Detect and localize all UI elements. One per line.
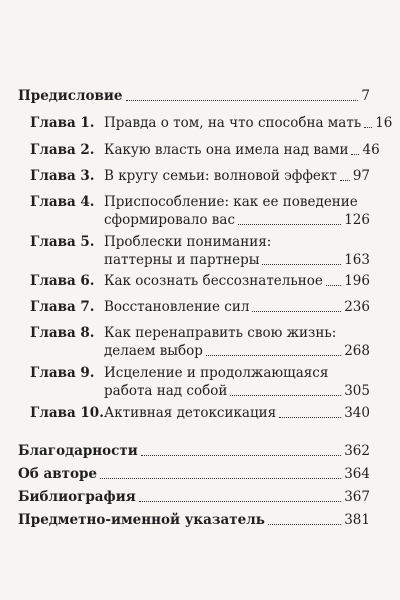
toc-entry-chapter-4 [104,211,370,229]
toc-page-number: 268 [344,343,370,359]
toc-page-number: 163 [344,252,370,268]
toc-page-number: 364 [344,466,370,482]
toc-page-number: 305 [344,383,370,399]
toc-entry-subject-index [18,511,370,529]
toc-entry-chapter-6 [104,272,370,290]
toc-page-number: 97 [352,168,370,184]
dot-leader [262,264,341,265]
chapter-label: Глава 4. [30,194,95,210]
toc-entry-chapter-3 [104,167,370,185]
chapter-label: Глава 1. [30,115,95,131]
dot-leader [279,417,341,418]
dot-leader [230,395,341,396]
toc-entry-title: Активная детоксикация [104,405,277,421]
dot-leader [326,285,341,286]
toc-entry-acknowledgements [18,442,370,460]
toc-entry-chapter-2 [104,141,380,159]
toc-entry-title-line-2: работа над собой [104,383,228,399]
toc-page-number: 46 [362,142,380,158]
toc-entry-chapter-1 [104,114,393,132]
chapter-label: Глава 3. [30,168,95,184]
dot-leader [126,100,359,101]
toc-entry-chapter-10 [104,404,370,422]
toc-entry-title: Благодарности [18,443,138,459]
toc-page-number: 236 [344,299,370,315]
chapter-label: Глава 8. [30,325,95,341]
toc-entry-about-author [18,465,370,483]
toc-entry-preface [18,87,370,105]
toc-page-number: 362 [344,443,370,459]
dot-leader [268,524,341,525]
toc-entry-title: В кругу семьи: волновой эффект [104,168,337,184]
chapter-label: Глава 7. [30,299,95,315]
toc-page-number: 7 [361,88,370,104]
dot-leader [206,355,341,356]
toc-entry-title-line-2: паттерны и партнеры [104,252,260,268]
toc-entry-title: Предметно-именной указатель [18,512,265,528]
dot-leader [364,127,372,128]
chapter-label: Глава 2. [30,142,95,158]
toc-entry-title-line-1: Проблески понимания: [104,234,272,250]
dot-leader [351,154,359,155]
toc-entry-title: Восстановление сил [104,299,250,315]
dot-leader [252,311,341,312]
toc-page-number: 196 [344,273,370,289]
dot-leader [340,180,350,181]
toc-page-number: 16 [375,115,393,131]
chapter-label: Глава 9. [30,365,95,381]
dot-leader [100,478,341,479]
dot-leader [141,455,341,456]
toc-entry-chapter-8 [104,342,370,360]
toc-entry-title-line-1: Как перенаправить свою жизнь: [104,325,337,341]
toc-entry-title-line-2: сформировало вас [104,212,236,228]
toc-entry-title: Как осознать бессознательное [104,273,323,289]
toc-entry-title: Об авторе [18,466,97,482]
toc-page-number: 367 [344,489,370,505]
toc-entry-chapter-7 [104,298,370,316]
toc-entry-title-line-1: Приспособление: как ее поведение [104,194,358,210]
toc-entry-title: Предисловие [18,88,123,104]
toc-entry-chapter-9 [104,382,370,400]
toc-entry-title: Какую власть она имела над вами [104,142,349,158]
toc-page-number: 381 [344,512,370,528]
dot-leader [139,501,342,502]
toc-entry-title-line-1: Исцеление и продолжающаяся [104,365,329,381]
chapter-label: Глава 10. [30,405,104,421]
toc-page-number: 126 [344,212,370,228]
chapter-label: Глава 6. [30,273,95,289]
dot-leader [238,224,341,225]
toc-entry-title-line-2: делаем выбор [104,343,203,359]
toc-entry-title: Библиография [18,489,136,505]
toc-entry-chapter-5 [104,251,370,269]
toc-entry-title: Правда о том, на что способна мать [104,115,362,131]
toc-entry-bibliography [18,488,370,506]
toc-page-number: 340 [344,405,370,421]
chapter-label: Глава 5. [30,234,95,250]
